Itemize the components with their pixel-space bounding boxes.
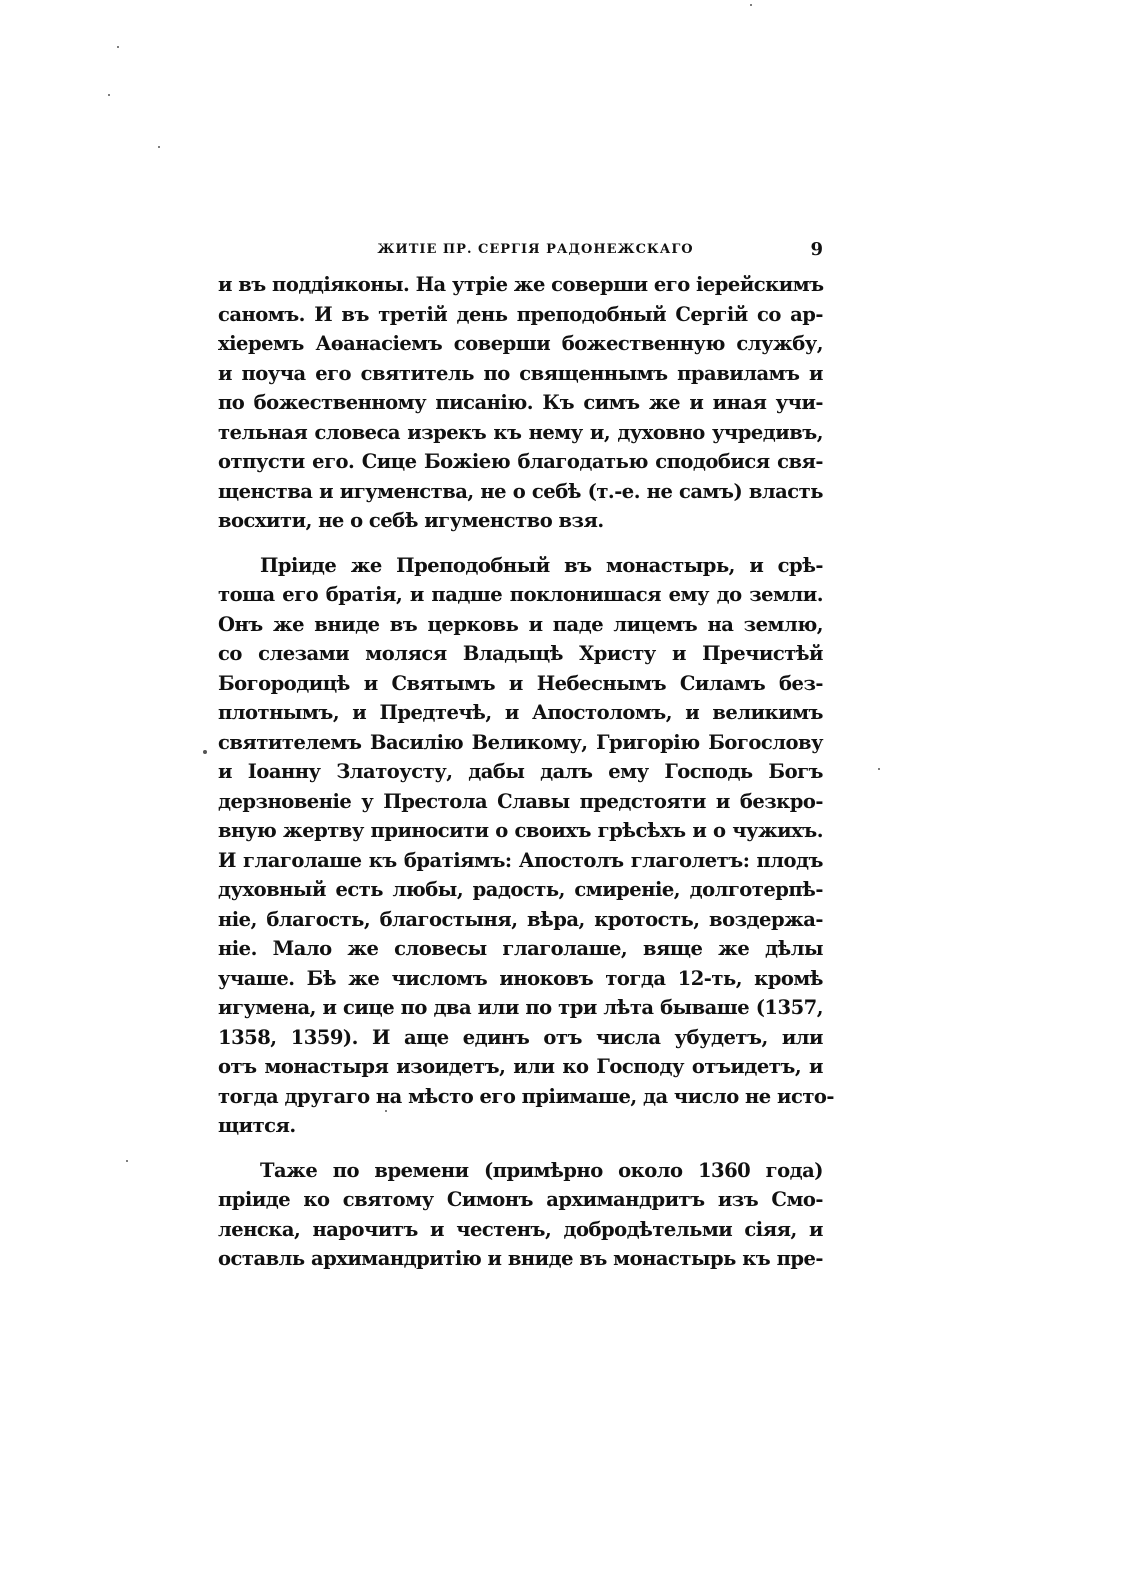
text-line: тогда другаго на мѣсто его пріимаше, да число не исто- [218, 1084, 835, 1108]
text-line: дерзновеніе у Престола Славы предстояти и безкро- [218, 789, 823, 813]
scan-speck [750, 4, 752, 6]
text-line: ніе, благость, благостыня, вѣра, кротость, воздержа- [218, 907, 823, 931]
page-number: 9 [810, 239, 823, 260]
text-line: Богородицѣ и Святымъ и Небеснымъ Силамъ без- [218, 671, 823, 695]
text-line: щится. [218, 1114, 296, 1137]
text-line: святителемъ Василію Великому, Григорію Богослову [218, 730, 823, 754]
text-line: тельная словеса изрекъ къ нему и, духовно учредивъ, [218, 420, 823, 444]
text-line: Онъ же вниде въ церковь и паде лицемъ на землю, [218, 612, 823, 636]
text-line: со слезами моляся Владыцѣ Христу и Пречистѣй [218, 642, 823, 665]
text-line: ленска, нарочитъ и честенъ, добродѣтельми сіяя, и [218, 1217, 823, 1241]
text-line: по божественному писанію. Къ симъ же и иная учи- [218, 391, 823, 414]
paragraph-1 [218, 270, 823, 536]
scan-speck [878, 768, 880, 770]
running-head [218, 238, 823, 262]
body-text [218, 270, 835, 1274]
running-title: ЖИТІЕ ПР. СЕРГІЯ РАДОНЕЖСКАГО [377, 242, 694, 257]
text-line: и поуча его святитель по священнымъ правиламъ и [218, 361, 823, 385]
text-line: вную жертву приносити о своихъ грѣсѣхъ и о чужихъ. [218, 819, 823, 842]
scan-speck [108, 94, 110, 96]
text-line: оставль архимандритію и вниде въ монастырь къ пре- [218, 1247, 823, 1270]
paragraph-3 [218, 1156, 823, 1274]
paragraph-2 [218, 551, 835, 1141]
text-line: и Іоанну Златоусту, дабы далъ ему Господь Богъ [218, 760, 823, 783]
scan-speck [126, 1160, 128, 1162]
text-line: пріиде ко святому Симонъ архимандритъ изъ Смо- [218, 1188, 823, 1211]
text-line: плотнымъ, и Предтечѣ, и Апостоломъ, и великимъ [218, 701, 823, 724]
text-line: хіеремъ Аѳанасіемъ соверши божественную службу, [218, 332, 823, 355]
text-line: Таже по времени (примѣрно около 1360 года) [260, 1158, 823, 1182]
text-line: и въ поддіяконы. На утріе же соверши его іерейскимъ [218, 273, 824, 296]
text-line: Пріиде же Преподобный въ монастырь, и срѣ- [260, 553, 823, 577]
text-line: саномъ. И въ третій день преподобный Сергій со ар- [218, 302, 823, 326]
text-line: восхити, не о себѣ игуменство взя. [218, 509, 604, 532]
scan-speck [117, 46, 119, 48]
scan-speck [158, 146, 160, 148]
text-line: щенства и игуменства, не о себѣ (т.-е. не самъ) власть [218, 479, 823, 503]
scan-speck [203, 750, 207, 754]
text-line: И глаголаше къ братіямъ: Апостолъ глаголетъ: плодъ [218, 848, 823, 872]
scan-speck [385, 1110, 387, 1112]
text-line: тоша его братія, и падше поклонишася ему до земли. [218, 583, 823, 606]
text-line: отпусти его. Сице Божіею благодатью сподобися свя- [218, 450, 823, 473]
text-line: духовный есть любы, радость, смиреніе, долготерпѣ- [218, 878, 823, 901]
text-line: 1358, 1359). И аще единъ отъ числа убудетъ, или [218, 1025, 823, 1049]
text-line: ніе. Мало же словесы глаголаше, вяще же дѣлы [218, 937, 823, 960]
text-line: учаше. Бѣ же числомъ иноковъ тогда 12-ть, кромѣ [218, 966, 823, 990]
text-line: игумена, и сице по два или по три лѣта бываше (1357, [218, 996, 823, 1019]
text-line: отъ монастыря изоидетъ, или ко Господу отъидетъ, и [218, 1055, 823, 1078]
